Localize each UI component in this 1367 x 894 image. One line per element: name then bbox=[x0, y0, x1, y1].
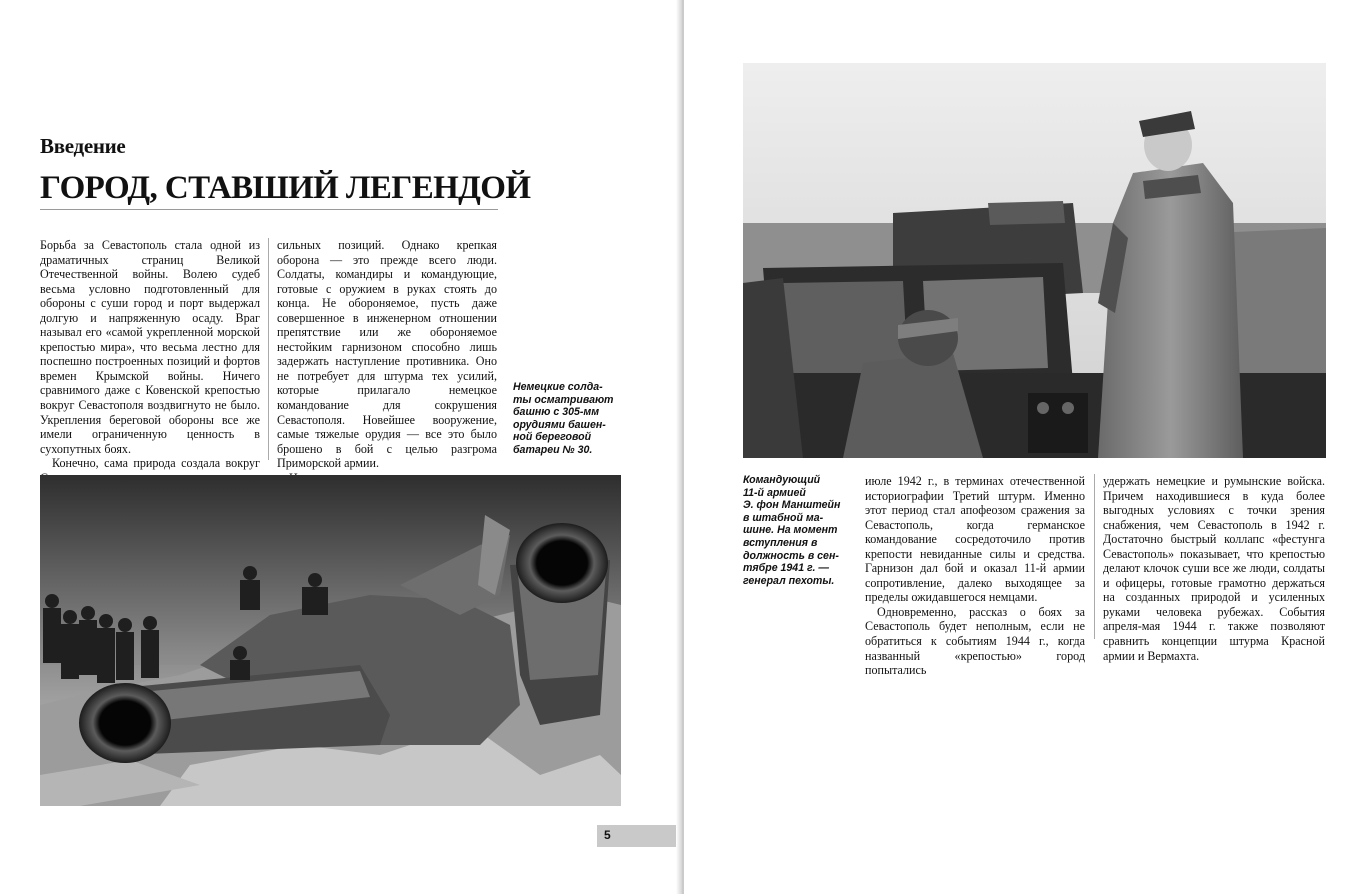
turret-photo bbox=[40, 475, 621, 806]
title-divider bbox=[40, 209, 498, 210]
page-number: 5 bbox=[604, 828, 611, 842]
right-text-column-2 bbox=[1103, 474, 1325, 663]
column-divider bbox=[1094, 474, 1095, 639]
paragraph: удержать немецкие и румынские войска. Причем находившиеся в куда более выгодных условиях с точки зрения снабжения, чем Севастополь в 1942 г. Достаточно быстрый коллапс «фестунга Севастополь» показывает, что крепостью делают клочок суши все же люди, солдаты и офицеры, готовые грамотно держаться на созданных природой и усиленных руками человека рубежах. События апреля-мая 1944 г. также позволяют сравнить концепции штурма Красной армии и Вермахта. bbox=[1103, 474, 1325, 663]
paragraph: Борьба за Севастополь стала одной из драматичных страниц Великой Отечественной войны. Волею судеб весьма условно подготовленный для обороны с суши город и порт выдержал долгую и напряженную осаду. Враг называл его «самой укрепленной морской крепостью мира», что весьма лестно для поспешно построенных позиций и фортов времен Крымской войны. Ничего сравнимого даже с Ковенской крепостью вокруг Севастополя воздвигнуто не было. Укрепления береговой обороны все же имели ограниченную ценность в сухопутных боях. bbox=[40, 238, 260, 456]
manstein-photo-caption: Командующий 11-й армией Э. фон Манштейн в штабной ма- шине. На момент вступления в должность в сен- тябре 1941 г. — генерал пехоты. bbox=[743, 474, 841, 587]
page-number-bar bbox=[597, 825, 681, 847]
turret-photo-caption: Немецкие солда- ты осматривают башню с 305-мм орудиями башен- ной береговой батареи № 30. bbox=[513, 381, 614, 456]
paragraph: Конечно, сама природа создала вокруг bbox=[52, 456, 260, 471]
paragraph: июле 1942 г., в терминах отечественной историографии Третий штурм. Именно этот период стал апофеозом сражения за Севастополь, когда германское командование сосредоточило против крепости невиданные силы и средства. Гарнизон дал бой и оказал 11-й армии сопротивление, далеко выходящее за пределы ожидавшегося немцами. bbox=[865, 474, 1085, 605]
chapter-title: ГОРОД, СТАВШИЙ ЛЕГЕНДОЙ bbox=[40, 170, 531, 206]
left-page bbox=[0, 0, 681, 894]
left-text-column-1 bbox=[40, 238, 260, 500]
left-text-column-2 bbox=[277, 238, 497, 500]
column-divider bbox=[268, 238, 269, 460]
manstein-photo-image bbox=[743, 63, 1326, 458]
paragraph: сильных позиций. Однако крепкая оборона — это прежде всего люди. Солдаты, командиры и командующие, готовые с оружием в руках стоять до конца. Не обороняемое, пусть даже совершенное в инженерном отношении препятствие или же обороняемое нестойким гарнизоном способно лишь задержать наступление противника. Оно не потребует для штурма тех усилий, которые прилагало немецкое командование для сокрушения Севастополя. Новейшее вооружение, самые тяжелые орудия — все это было брошено в бой с целью разгрома Приморской армии. bbox=[277, 238, 497, 471]
manstein-photo bbox=[743, 63, 1326, 458]
turret-photo-image bbox=[40, 475, 621, 806]
section-label: Введение bbox=[40, 134, 126, 158]
paragraph: Одновременно, рассказ о боях за Севастополь будет неполным, если не обратиться к событиям 1944 г., когда названный «крепостью» город попытались bbox=[865, 604, 1085, 678]
right-page bbox=[684, 0, 1367, 894]
right-text-column-1 bbox=[865, 474, 1085, 678]
